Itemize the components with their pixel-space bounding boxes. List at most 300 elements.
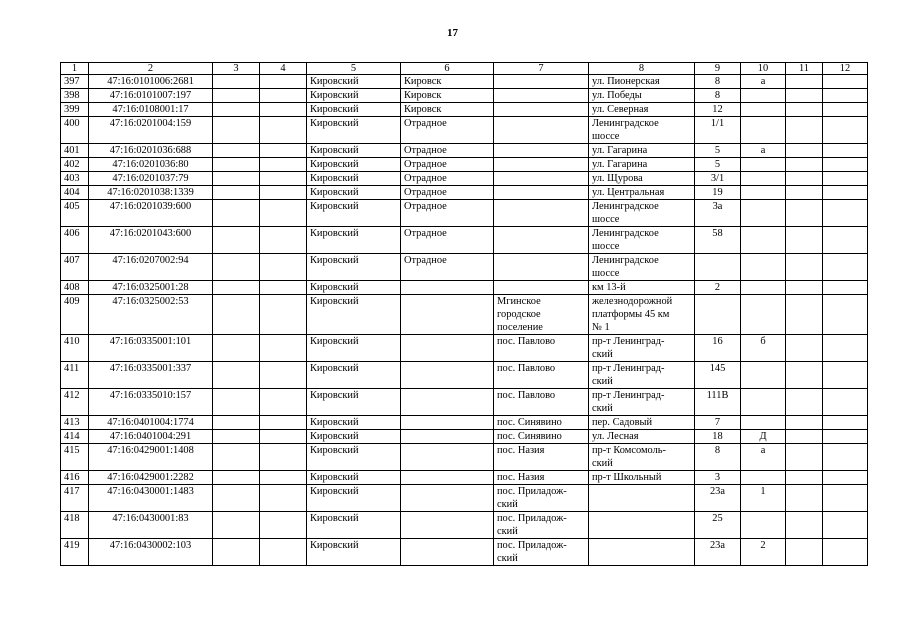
table-cell: Кировский xyxy=(307,186,401,200)
table-cell: Кировский xyxy=(307,471,401,485)
table-cell xyxy=(823,103,868,117)
table-cell xyxy=(823,444,868,471)
table-cell xyxy=(695,254,741,281)
table-cell xyxy=(494,144,589,158)
table-cell: 8 xyxy=(695,75,741,89)
column-header: 6 xyxy=(401,63,494,75)
table-cell xyxy=(741,200,786,227)
table-row xyxy=(61,144,868,158)
table-cell: ул. Северная xyxy=(589,103,695,117)
table-cell: Кировский xyxy=(307,103,401,117)
table-cell xyxy=(260,103,307,117)
table-cell: 398 xyxy=(61,89,89,103)
table-cell: железнодорожной платформы 45 км № 1 xyxy=(589,295,695,335)
table-cell xyxy=(823,75,868,89)
table-cell xyxy=(213,444,260,471)
table-cell: 47:16:0430002:103 xyxy=(89,539,213,566)
table-cell xyxy=(741,389,786,416)
table-cell xyxy=(213,89,260,103)
table-cell: 8 xyxy=(695,89,741,103)
table-cell xyxy=(260,172,307,186)
table-row xyxy=(61,416,868,430)
table-cell xyxy=(823,186,868,200)
column-header: 7 xyxy=(494,63,589,75)
table-cell xyxy=(401,444,494,471)
table-cell: Кировский xyxy=(307,485,401,512)
table-cell xyxy=(213,200,260,227)
table-cell: 416 xyxy=(61,471,89,485)
table-cell xyxy=(741,186,786,200)
table-cell xyxy=(213,295,260,335)
table-cell: 23а xyxy=(695,539,741,566)
table-cell: Отрадное xyxy=(401,186,494,200)
table-cell: Кировский xyxy=(307,89,401,103)
table-cell: 5 xyxy=(695,158,741,172)
table-cell: а xyxy=(741,444,786,471)
table-cell xyxy=(823,144,868,158)
table-cell: 47:16:0201038:1339 xyxy=(89,186,213,200)
column-header: 11 xyxy=(786,63,823,75)
table-cell xyxy=(823,362,868,389)
table-cell: 111В xyxy=(695,389,741,416)
table-cell xyxy=(786,430,823,444)
table-cell: Кировский xyxy=(307,254,401,281)
table-cell: пос. Приладож- ский xyxy=(494,485,589,512)
table-cell xyxy=(786,295,823,335)
table-cell xyxy=(260,430,307,444)
table-row xyxy=(61,158,868,172)
table-cell: Кировский xyxy=(307,227,401,254)
table-cell: 47:16:0335001:337 xyxy=(89,362,213,389)
table-cell xyxy=(213,186,260,200)
table-cell xyxy=(260,471,307,485)
table-cell: 47:16:0101006:2681 xyxy=(89,75,213,89)
table-cell: Кировск xyxy=(401,89,494,103)
table-cell: 401 xyxy=(61,144,89,158)
table-cell: Ленинградское шоссе xyxy=(589,117,695,144)
table-cell xyxy=(260,158,307,172)
table-cell xyxy=(260,227,307,254)
table-cell xyxy=(213,254,260,281)
table-cell: Отрадное xyxy=(401,144,494,158)
table-cell: 47:16:0201004:159 xyxy=(89,117,213,144)
table-cell: Ленинградское шоссе xyxy=(589,254,695,281)
table-cell xyxy=(494,227,589,254)
table-cell xyxy=(213,103,260,117)
table-cell xyxy=(213,281,260,295)
table-cell: 408 xyxy=(61,281,89,295)
table-cell xyxy=(786,158,823,172)
table-cell: 47:16:0401004:291 xyxy=(89,430,213,444)
table-cell xyxy=(260,254,307,281)
column-header: 4 xyxy=(260,63,307,75)
table-cell xyxy=(260,444,307,471)
table-cell: 47:16:0429001:1408 xyxy=(89,444,213,471)
table-cell: пос. Павлово xyxy=(494,389,589,416)
table-cell xyxy=(695,295,741,335)
table-cell xyxy=(213,117,260,144)
table-cell xyxy=(823,389,868,416)
table-cell xyxy=(213,362,260,389)
table-cell: 47:16:0201043:600 xyxy=(89,227,213,254)
table-row xyxy=(61,200,868,227)
table-row xyxy=(61,89,868,103)
table-cell xyxy=(589,512,695,539)
table-cell xyxy=(213,335,260,362)
table-row xyxy=(61,444,868,471)
table-row xyxy=(61,186,868,200)
table-cell: пр-т Школьный xyxy=(589,471,695,485)
table-cell: 47:16:0101007:197 xyxy=(89,89,213,103)
table-cell xyxy=(401,539,494,566)
table-row xyxy=(61,172,868,186)
table-cell: ул. Пионерская xyxy=(589,75,695,89)
table-cell xyxy=(823,485,868,512)
table-cell xyxy=(260,144,307,158)
table-cell: Отрадное xyxy=(401,117,494,144)
table-cell xyxy=(494,254,589,281)
table-row xyxy=(61,485,868,512)
table-cell: 25 xyxy=(695,512,741,539)
table-cell: пр-т Ленинград- ский xyxy=(589,389,695,416)
table-cell: 3/1 xyxy=(695,172,741,186)
table-cell: 47:16:0325002:53 xyxy=(89,295,213,335)
table-cell: 12 xyxy=(695,103,741,117)
table-cell xyxy=(786,416,823,430)
table-cell: Кировский xyxy=(307,335,401,362)
table-cell xyxy=(213,471,260,485)
table-cell xyxy=(786,539,823,566)
table-cell xyxy=(494,158,589,172)
table-cell xyxy=(741,172,786,186)
table-cell xyxy=(213,416,260,430)
table-cell xyxy=(401,485,494,512)
column-header: 12 xyxy=(823,63,868,75)
table-cell: пер. Садовый xyxy=(589,416,695,430)
table-cell: 47:16:0201036:688 xyxy=(89,144,213,158)
table-cell: пос. Назия xyxy=(494,471,589,485)
table-cell: 410 xyxy=(61,335,89,362)
table-cell xyxy=(213,539,260,566)
table-cell: Отрадное xyxy=(401,254,494,281)
table-row xyxy=(61,512,868,539)
table-cell: 47:16:0108001:17 xyxy=(89,103,213,117)
table-row xyxy=(61,75,868,89)
table-cell xyxy=(823,539,868,566)
table-cell: 411 xyxy=(61,362,89,389)
table-cell: а xyxy=(741,144,786,158)
table-cell xyxy=(823,158,868,172)
page-number: 17 xyxy=(447,27,458,39)
table-cell: Кировский xyxy=(307,200,401,227)
table-cell xyxy=(260,485,307,512)
table-cell xyxy=(260,295,307,335)
table-cell: 3 xyxy=(695,471,741,485)
table-cell xyxy=(401,389,494,416)
table-cell: Кировский xyxy=(307,362,401,389)
table-cell xyxy=(401,471,494,485)
table-cell xyxy=(786,103,823,117)
column-header: 5 xyxy=(307,63,401,75)
table-cell xyxy=(786,362,823,389)
table-row xyxy=(61,335,868,362)
table-cell xyxy=(741,416,786,430)
table-cell: 145 xyxy=(695,362,741,389)
column-header: 1 xyxy=(61,63,89,75)
table-cell xyxy=(401,416,494,430)
table-cell: ул. Щурова xyxy=(589,172,695,186)
table-cell xyxy=(823,471,868,485)
table-cell xyxy=(741,227,786,254)
table-cell xyxy=(494,103,589,117)
table-cell: 47:16:0201037:79 xyxy=(89,172,213,186)
table-cell: 1 xyxy=(741,485,786,512)
table-cell xyxy=(741,254,786,281)
table-cell: 19 xyxy=(695,186,741,200)
table-cell xyxy=(823,254,868,281)
table-row xyxy=(61,430,868,444)
table-cell: Отрадное xyxy=(401,227,494,254)
table-cell xyxy=(213,227,260,254)
table-cell: Кировский xyxy=(307,158,401,172)
table-cell xyxy=(823,281,868,295)
table-cell xyxy=(823,416,868,430)
table-cell: 47:16:0335001:101 xyxy=(89,335,213,362)
table-cell xyxy=(741,362,786,389)
table-cell: пос. Синявино xyxy=(494,430,589,444)
table-cell: Кировский xyxy=(307,539,401,566)
table-row xyxy=(61,295,868,335)
table-cell: 47:16:0430001:83 xyxy=(89,512,213,539)
table-cell xyxy=(741,281,786,295)
table-cell xyxy=(786,144,823,158)
table-cell xyxy=(741,89,786,103)
table-cell xyxy=(260,281,307,295)
table-cell xyxy=(260,89,307,103)
table-cell xyxy=(589,539,695,566)
table-cell: Кировский xyxy=(307,512,401,539)
table-cell: а xyxy=(741,75,786,89)
table-cell xyxy=(823,200,868,227)
table-cell xyxy=(494,172,589,186)
table-cell xyxy=(401,281,494,295)
table-cell: пр-т Комсомоль- ский xyxy=(589,444,695,471)
table-cell: 400 xyxy=(61,117,89,144)
table-row xyxy=(61,389,868,416)
table-cell: ул. Победы xyxy=(589,89,695,103)
table-cell xyxy=(494,281,589,295)
table-cell: 415 xyxy=(61,444,89,471)
register-table xyxy=(60,62,868,566)
table-cell xyxy=(494,186,589,200)
table-cell: 23а xyxy=(695,485,741,512)
table-cell xyxy=(786,281,823,295)
table-cell xyxy=(260,362,307,389)
table-cell: 402 xyxy=(61,158,89,172)
table-cell: ул. Центральная xyxy=(589,186,695,200)
table-cell: 417 xyxy=(61,485,89,512)
table-cell: 399 xyxy=(61,103,89,117)
table-row xyxy=(61,227,868,254)
table-cell xyxy=(494,75,589,89)
table-cell: Отрадное xyxy=(401,158,494,172)
table-cell: Кировский xyxy=(307,389,401,416)
table-cell: пос. Приладож- ский xyxy=(494,512,589,539)
table-cell: 2 xyxy=(741,539,786,566)
table-row xyxy=(61,103,868,117)
table-cell xyxy=(213,172,260,186)
table-cell: 409 xyxy=(61,295,89,335)
table-cell xyxy=(823,117,868,144)
table-cell xyxy=(213,485,260,512)
table-cell: Отрадное xyxy=(401,200,494,227)
table-cell: 47:16:0201036:80 xyxy=(89,158,213,172)
table-cell xyxy=(786,200,823,227)
table-cell: пос. Синявино xyxy=(494,416,589,430)
table-cell: Мгинское городское поселение xyxy=(494,295,589,335)
column-header: 8 xyxy=(589,63,695,75)
table-cell: пос. Павлово xyxy=(494,335,589,362)
table-cell: Кировский xyxy=(307,75,401,89)
table-cell xyxy=(260,539,307,566)
table-cell: 418 xyxy=(61,512,89,539)
table-cell: пос. Назия xyxy=(494,444,589,471)
table-cell xyxy=(260,389,307,416)
table-cell xyxy=(401,335,494,362)
table-cell: Ленинградское шоссе xyxy=(589,227,695,254)
table-cell: Кировский xyxy=(307,444,401,471)
table-cell xyxy=(401,295,494,335)
table-cell: Кировский xyxy=(307,281,401,295)
table-cell xyxy=(213,158,260,172)
table-cell: 412 xyxy=(61,389,89,416)
table-cell: пос. Павлово xyxy=(494,362,589,389)
table-cell: 3а xyxy=(695,200,741,227)
table-cell xyxy=(260,75,307,89)
table-cell: 47:16:0201039:600 xyxy=(89,200,213,227)
table-cell xyxy=(823,172,868,186)
table-cell xyxy=(401,430,494,444)
table-cell: 407 xyxy=(61,254,89,281)
table-cell xyxy=(213,512,260,539)
table-cell: Кировский xyxy=(307,117,401,144)
table-row xyxy=(61,471,868,485)
table-cell: 47:16:0335010:157 xyxy=(89,389,213,416)
table-cell xyxy=(786,227,823,254)
table-row xyxy=(61,539,868,566)
column-header: 2 xyxy=(89,63,213,75)
table-cell: 47:16:0325001:28 xyxy=(89,281,213,295)
table-cell: 58 xyxy=(695,227,741,254)
table-cell xyxy=(213,389,260,416)
table-cell xyxy=(741,117,786,144)
table-cell xyxy=(786,172,823,186)
table-row xyxy=(61,281,868,295)
table-cell: 405 xyxy=(61,200,89,227)
table-cell xyxy=(741,471,786,485)
table-cell: б xyxy=(741,335,786,362)
table-cell xyxy=(823,430,868,444)
table-cell: пос. Приладож- ский xyxy=(494,539,589,566)
table-cell: 413 xyxy=(61,416,89,430)
table-cell: 7 xyxy=(695,416,741,430)
table-cell: 16 xyxy=(695,335,741,362)
table-cell xyxy=(786,117,823,144)
table-cell xyxy=(786,89,823,103)
table-cell: 47:16:0430001:1483 xyxy=(89,485,213,512)
table-cell: 406 xyxy=(61,227,89,254)
table-cell xyxy=(260,416,307,430)
table-cell: 419 xyxy=(61,539,89,566)
table-cell xyxy=(823,227,868,254)
table-cell: 47:16:0401004:1774 xyxy=(89,416,213,430)
column-header: 3 xyxy=(213,63,260,75)
table-cell: ул. Гагарина xyxy=(589,158,695,172)
table-cell xyxy=(786,444,823,471)
table-cell xyxy=(260,186,307,200)
table-cell xyxy=(589,485,695,512)
table-cell xyxy=(823,512,868,539)
table-cell xyxy=(213,430,260,444)
table-row xyxy=(61,117,868,144)
table-cell: Кировский xyxy=(307,172,401,186)
table-cell: 404 xyxy=(61,186,89,200)
table-cell: Ленинградское шоссе xyxy=(589,200,695,227)
table-cell: 18 xyxy=(695,430,741,444)
table-cell: Кировск xyxy=(401,75,494,89)
table-body xyxy=(61,75,868,566)
table-cell: Кировский xyxy=(307,295,401,335)
table-cell xyxy=(823,89,868,103)
table-cell: Кировск xyxy=(401,103,494,117)
table-cell: 8 xyxy=(695,444,741,471)
table-cell: пр-т Ленинград- ский xyxy=(589,362,695,389)
table-cell xyxy=(786,254,823,281)
table-cell xyxy=(741,103,786,117)
table-cell xyxy=(260,200,307,227)
table-cell xyxy=(494,89,589,103)
table-cell xyxy=(786,512,823,539)
table-cell xyxy=(213,144,260,158)
table-cell xyxy=(494,117,589,144)
table-cell: 2 xyxy=(695,281,741,295)
table-cell xyxy=(741,158,786,172)
header-row xyxy=(61,63,868,75)
table-cell xyxy=(401,362,494,389)
table-cell: 403 xyxy=(61,172,89,186)
table-cell: Кировский xyxy=(307,430,401,444)
table-row xyxy=(61,362,868,389)
table-cell xyxy=(786,75,823,89)
table-cell xyxy=(213,75,260,89)
column-header: 9 xyxy=(695,63,741,75)
table-cell xyxy=(786,186,823,200)
table-cell xyxy=(401,512,494,539)
table-cell: 47:16:0207002:94 xyxy=(89,254,213,281)
table-cell: Кировский xyxy=(307,144,401,158)
table-cell xyxy=(786,485,823,512)
table-cell xyxy=(741,295,786,335)
table-cell xyxy=(786,471,823,485)
table-cell xyxy=(260,512,307,539)
table-cell xyxy=(741,512,786,539)
table-cell xyxy=(786,335,823,362)
table-cell: км 13-й xyxy=(589,281,695,295)
table-cell: Отрадное xyxy=(401,172,494,186)
table-cell: ул. Гагарина xyxy=(589,144,695,158)
table-cell xyxy=(260,117,307,144)
table-cell: ул. Лесная xyxy=(589,430,695,444)
